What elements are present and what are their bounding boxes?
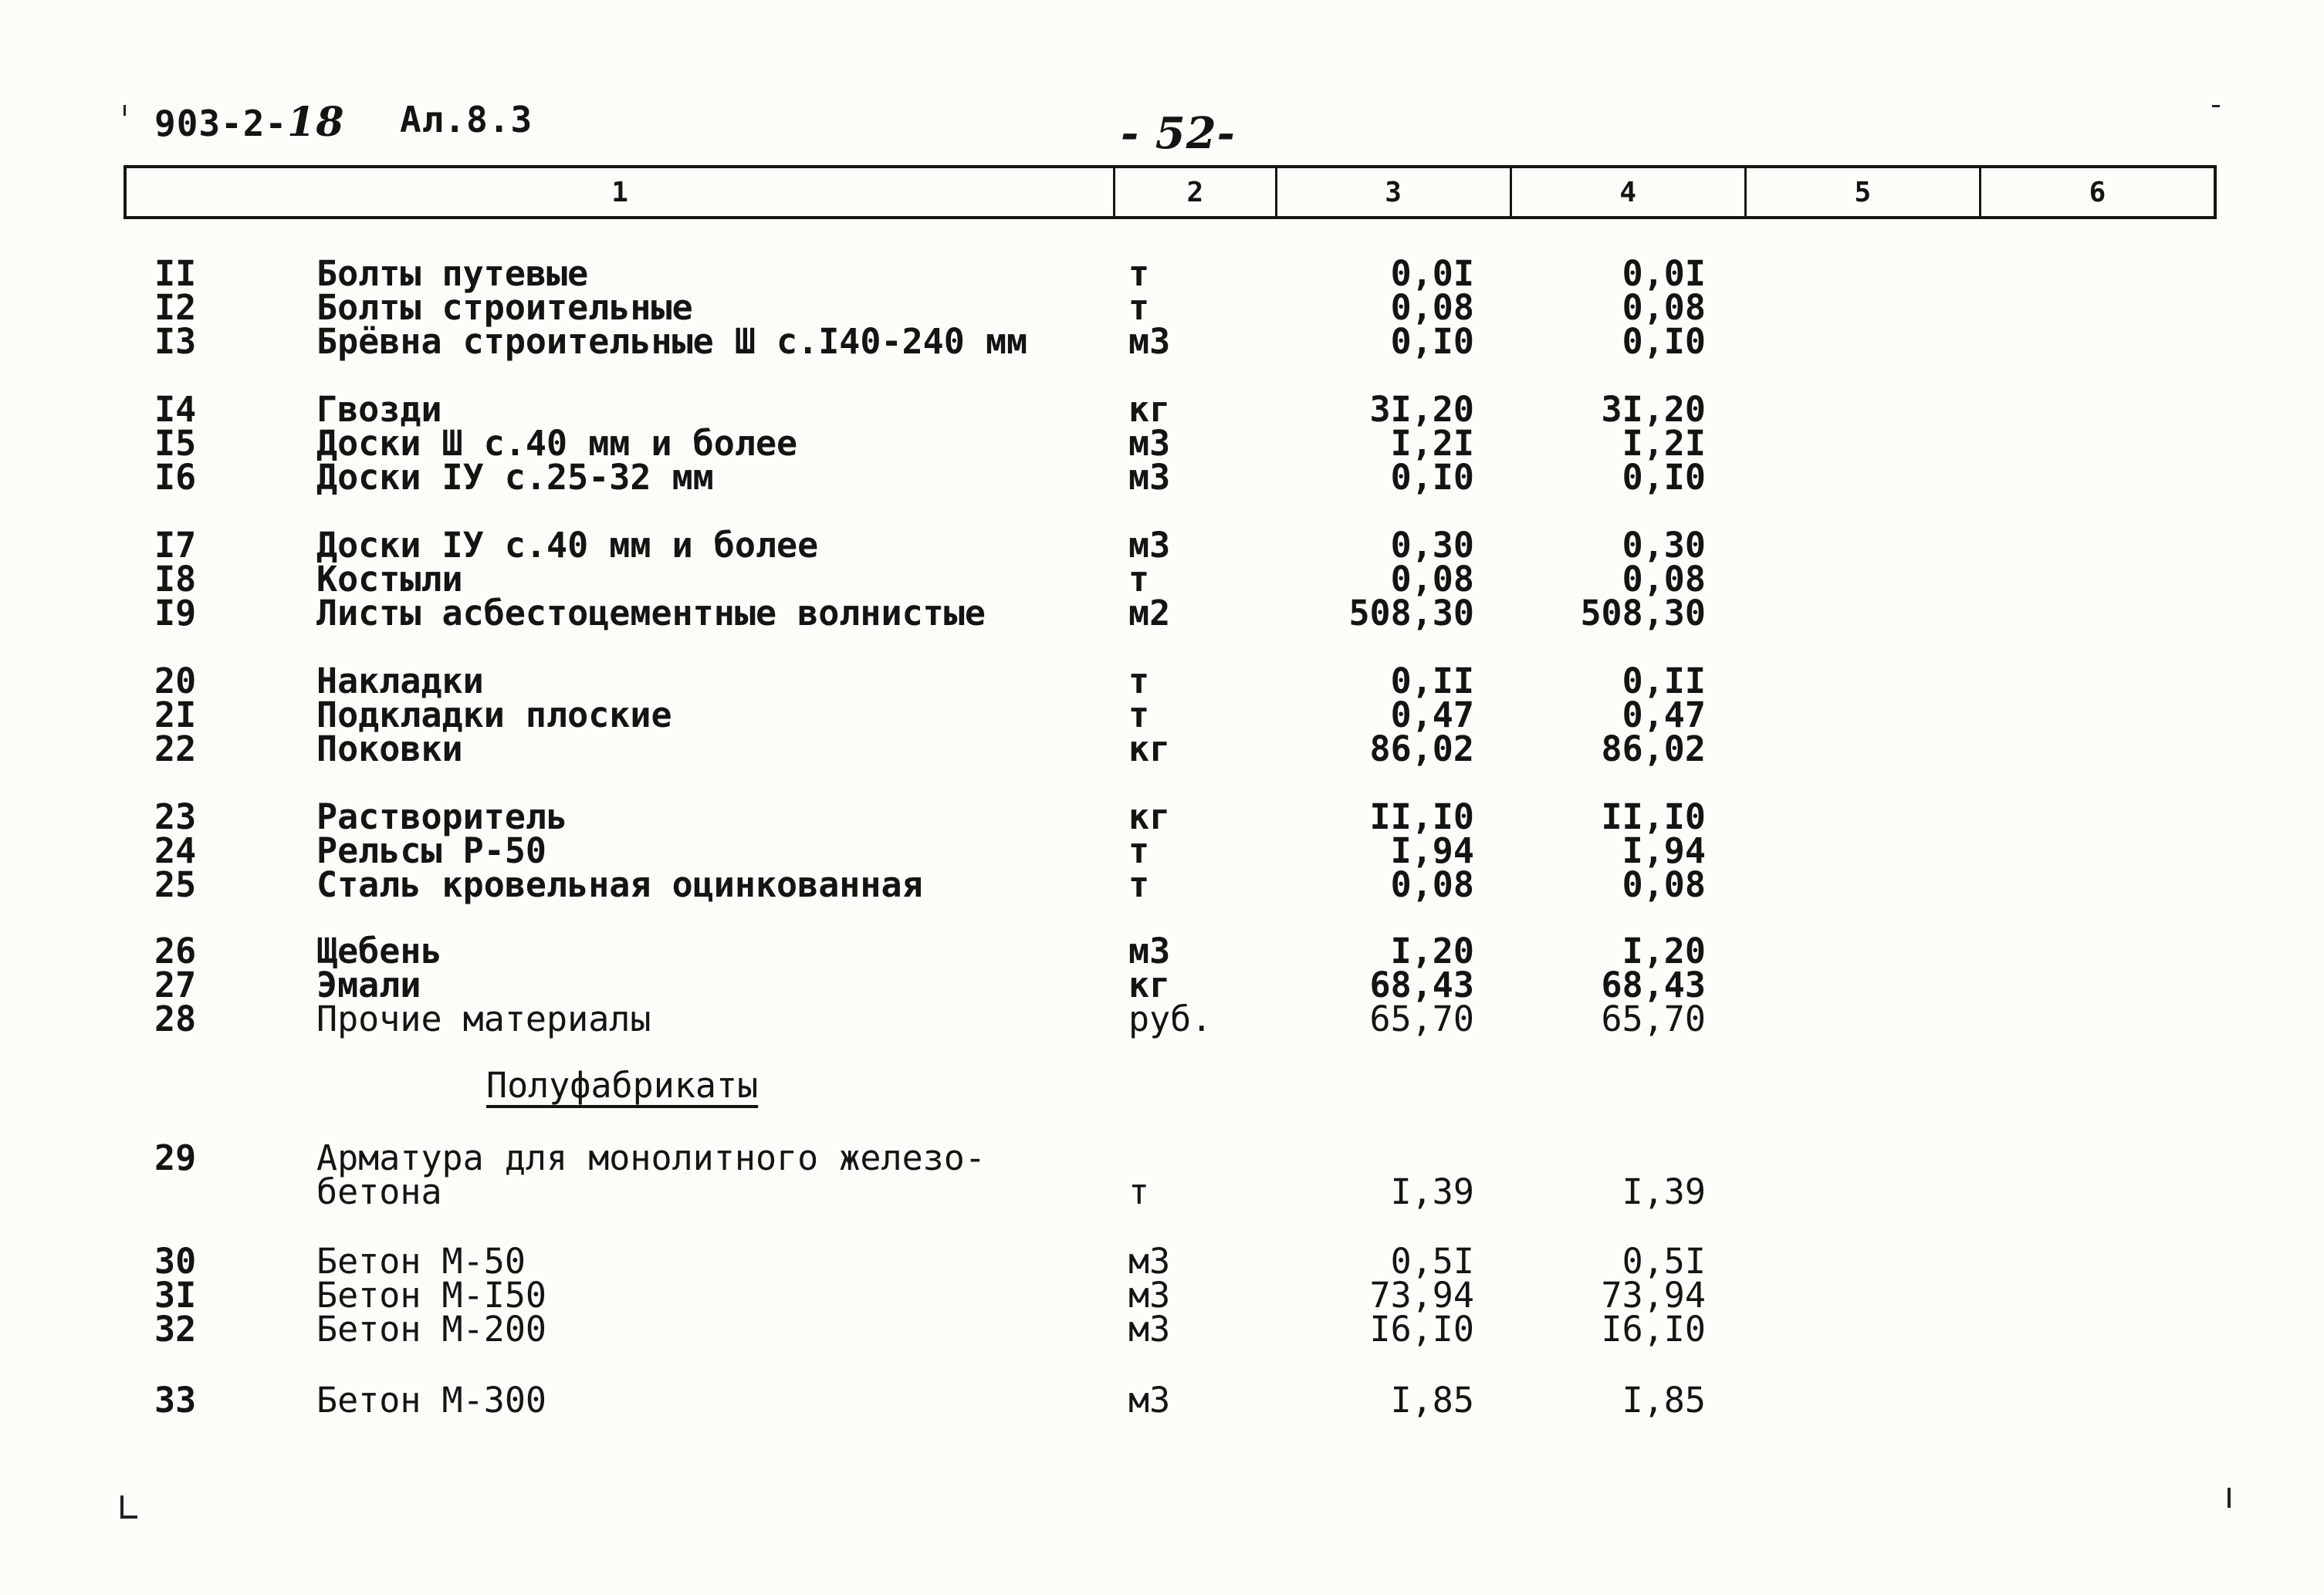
row-number: I2 [154,287,197,328]
row-number: 24 [154,830,197,871]
corner-mark-top-right [2212,105,2220,107]
row-number: II [154,253,197,294]
row-name: Болты строительные [316,287,693,328]
row-name: Доски Ш с.40 мм и более [316,423,798,464]
row-name: Болты путевые [316,253,589,294]
row-unit: т [1128,694,1150,735]
document-code [154,99,345,146]
row-value-col3: 68,43 [1369,965,1474,1005]
page-number: - 52- [1121,108,1236,159]
section-title-semi-finished: Полуфабрикаты [486,1065,759,1106]
corner-mark-bottom-left-foot [120,1516,137,1519]
row-name: Бетон М-I50 [316,1275,547,1316]
row-number: I4 [154,389,197,430]
row-number: I9 [154,593,197,634]
row-name: Листы асбестоцементные волнистые [316,593,986,634]
row-unit: кг [1128,796,1171,837]
row-value-col3: 0,0I [1390,253,1474,294]
row-unit: м3 [1128,423,1171,464]
row-name: Бетон М-200 [316,1309,547,1350]
row-name: Щебень [316,931,442,972]
row-value-col4: I,20 [1622,931,1706,972]
row-value-col4: I,85 [1622,1380,1706,1421]
row-number: I3 [154,321,197,362]
row-unit: т [1128,559,1150,600]
row-unit: кг [1128,728,1171,769]
row-unit: м3 [1128,1241,1171,1282]
row-value-col4: 0,08 [1622,864,1706,905]
row-name: Сталь кровельная оцинкованная [316,864,923,905]
row-value-col3: 0,I0 [1390,457,1474,498]
row-unit: т [1128,1171,1150,1212]
row-unit: т [1128,253,1150,294]
column-header-4: 4 [1512,168,1747,216]
document-code-prefix: 903-2- [154,103,288,144]
row-value-col4: I,2I [1622,423,1706,464]
row-value-col4: II,I0 [1601,796,1706,837]
row-number: I5 [154,423,197,464]
row-value-col3: 73,94 [1369,1275,1474,1316]
row-value-col3: I,94 [1390,830,1474,871]
row-name: Поковки [316,728,463,769]
row-unit: м3 [1128,1380,1171,1421]
row-value-col3: 0,5I [1390,1241,1474,1282]
row-unit: м3 [1128,321,1171,362]
column-header-5: 5 [1747,168,1981,216]
row-value-col3: 0,47 [1390,694,1474,735]
row-unit: м3 [1128,457,1171,498]
row-number: 28 [154,999,197,1039]
row-value-col3: 0,08 [1390,287,1474,328]
row-unit: т [1128,864,1150,905]
row-unit: т [1128,661,1150,701]
row-name: Рельсы Р-50 [316,830,547,871]
row-value-col4: 0,II [1622,661,1706,701]
row-name: Гвозди [316,389,442,430]
row-value-col3: II,I0 [1369,796,1474,837]
row-value-col3: 0,08 [1390,559,1474,600]
row-value-col3: 508,30 [1348,593,1474,634]
row-name: Накладки [316,661,484,701]
row-number: 26 [154,931,197,972]
corner-mark-bottom-right [2228,1488,2231,1508]
document-code-handwritten: 18 [287,99,345,146]
row-number: I8 [154,559,197,600]
row-name-line1: Арматура для монолитного железо- [316,1137,986,1178]
row-number: 25 [154,864,197,905]
row-name: Эмали [316,965,421,1005]
column-header-6: 6 [2089,176,2106,208]
row-name: Брёвна строительные Ш с.I40-240 мм [316,321,1028,362]
row-number: 2I [154,694,197,735]
column-header-1: 1 [127,168,1115,216]
row-value-col4: 3I,20 [1601,389,1706,430]
row-value-col3: 3I,20 [1369,389,1474,430]
row-value-col4: 0,5I [1622,1241,1706,1282]
row-unit: т [1128,287,1150,328]
row-value-col4: 65,70 [1601,999,1706,1039]
row-value-col4: 0,08 [1622,559,1706,600]
row-value-col4: 0,47 [1622,694,1706,735]
row-unit: м3 [1128,931,1171,972]
row-unit: т [1128,830,1150,871]
row-name: Бетон М-300 [316,1380,547,1421]
row-value-col3: I,39 [1390,1171,1474,1212]
row-unit: м3 [1128,525,1171,566]
row-number: 20 [154,661,197,701]
row-name: Доски IУ с.25-32 мм [316,457,714,498]
row-number: 29 [154,1137,197,1178]
row-number: 23 [154,796,197,837]
row-number: 32 [154,1309,197,1350]
row-value-col4: 86,02 [1601,728,1706,769]
row-number: 3I [154,1275,197,1316]
row-name: Бетон М-50 [316,1241,526,1282]
row-unit: м3 [1128,1275,1171,1316]
row-unit: м2 [1128,593,1171,634]
row-value-col4: 508,30 [1580,593,1706,634]
row-value-col4: 0,I0 [1622,321,1706,362]
row-number: I6 [154,457,197,498]
row-value-col4: I6,I0 [1601,1309,1706,1350]
row-value-col4: 0,08 [1622,287,1706,328]
row-unit: кг [1128,965,1171,1005]
row-number: I7 [154,525,197,566]
row-value-col3: I,20 [1390,931,1474,972]
row-name-line2: бетона [316,1171,442,1212]
row-value-col3: 0,08 [1390,864,1474,905]
row-value-col3: 65,70 [1369,999,1474,1039]
row-value-col3: 0,I0 [1390,321,1474,362]
row-value-col4: I,39 [1622,1171,1706,1212]
row-value-col4: 73,94 [1601,1275,1706,1316]
row-value-col3: 0,30 [1390,525,1474,566]
row-unit: м3 [1128,1309,1171,1350]
column-header-row [123,165,2217,219]
row-number: 27 [154,965,197,1005]
row-value-col3: 86,02 [1369,728,1474,769]
column-header-2: 2 [1115,168,1277,216]
row-value-col3: I,2I [1390,423,1474,464]
row-value-col3: 0,II [1390,661,1474,701]
row-unit: руб. [1128,999,1213,1039]
row-name: Прочие материалы [316,999,651,1039]
sheet-label: Ал.8.3 [400,99,533,140]
corner-mark-top-left [123,105,126,116]
row-value-col3: I,85 [1390,1380,1474,1421]
row-value-col4: 0,I0 [1622,457,1706,498]
row-number: 33 [154,1380,197,1421]
row-name: Растворитель [316,796,568,837]
row-number: 22 [154,728,197,769]
row-value-col4: 68,43 [1601,965,1706,1005]
row-name: Доски IУ с.40 мм и более [316,525,819,566]
row-value-col4: 0,30 [1622,525,1706,566]
row-value-col4: 0,0I [1622,253,1706,294]
column-header-3: 3 [1277,168,1512,216]
row-unit: кг [1128,389,1171,430]
row-name: Костыли [316,559,463,600]
row-value-col4: I,94 [1622,830,1706,871]
row-name: Подкладки плоские [316,694,672,735]
row-value-col3: I6,I0 [1369,1309,1474,1350]
row-number: 30 [154,1241,197,1282]
